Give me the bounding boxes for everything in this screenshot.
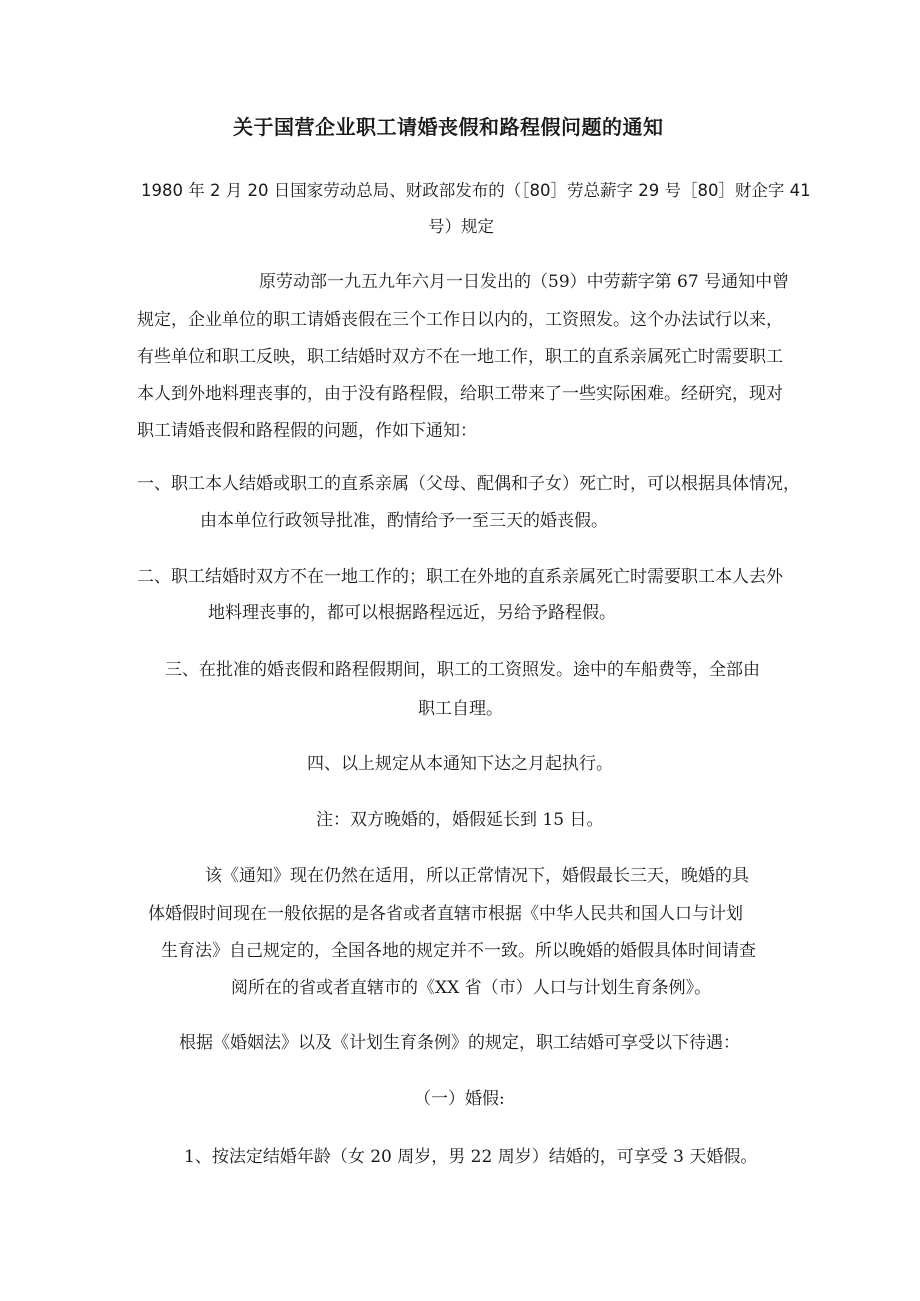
subtitle-line-2: 号）规定	[428, 217, 494, 236]
intro-line: 有些单位和职工反映，职工结婚时双方不在一地工作，职工的直系亲属死亡时需要职工	[137, 347, 783, 367]
rule-1: 1、按法定结婚年龄（女 20 周岁，男 22 周岁）结婚的，可享受 3 天婚假。	[184, 1147, 758, 1167]
explanation-line: 该《通知》现在仍然在适用，所以正常情况下，婚假最长三天，晚婚的具	[205, 866, 749, 886]
intro-line: 职工请婚丧假和路程假的问题，作如下通知：	[137, 421, 477, 441]
section-heading: （一）婚假:	[414, 1089, 505, 1109]
basis-statement: 根据《婚姻法》以及《计划生育条例》的规定，职工结婚可享受以下待遇：	[179, 1033, 740, 1053]
item-4: 四、以上规定从本通知下达之月起执行。	[307, 754, 613, 774]
note: 注：双方晚婚的，婚假延长到 15 日。	[316, 810, 604, 830]
intro-line: 本人到外地料理丧事的，由于没有路程假，给职工带来了一些实际困难。经研究，现对	[137, 384, 783, 404]
explanation-line: 体婚假时间现在一般依据的是各省或者直辖市根据《中华人民共和国人口与计划	[148, 904, 743, 924]
item-3-line: 职工自理。	[418, 699, 503, 719]
intro-line: 规定，企业单位的职工请婚丧假在三个工作日以内的，工资照发。这个办法试行以来，	[137, 310, 783, 330]
document-title: 关于国营企业职工请婚丧假和路程假问题的通知	[233, 115, 664, 139]
item-3-line: 三、在批准的婚丧假和路程假期间，职工的工资照发。途中的车船费等，全部由	[165, 660, 760, 680]
intro-line: 原劳动部一九五九年六月一日发出的（59）中劳薪字第 67 号通知中曾	[259, 272, 790, 292]
item-1-line: 一、职工本人结婚或职工的直系亲属（父母、配偶和子女）死亡时，可以根据具体情况，	[137, 474, 800, 494]
item-2-line: 地料理丧事的，都可以根据路程远近，另给予路程假。	[208, 603, 616, 623]
item-1-line: 由本单位行政领导批准，酌情给予一至三天的婚丧假。	[200, 511, 608, 531]
explanation-line: 阅所在的省或者直辖市的《XX 省（市）人口与计划生育条例》。	[231, 978, 712, 998]
explanation-line: 生育法》自己规定的，全国各地的规定并不一致。所以晚婚的婚假具体时间请查	[161, 941, 756, 961]
subtitle-line-1: 1980 年 2 月 20 日国家劳动总局、财政部发布的（［80］劳总薪字 29 号［80］财企字 41	[141, 181, 811, 200]
item-2-line: 二、职工结婚时双方不在一地工作的；职工在外地的直系亲属死亡时需要职工本人去外	[137, 567, 783, 587]
